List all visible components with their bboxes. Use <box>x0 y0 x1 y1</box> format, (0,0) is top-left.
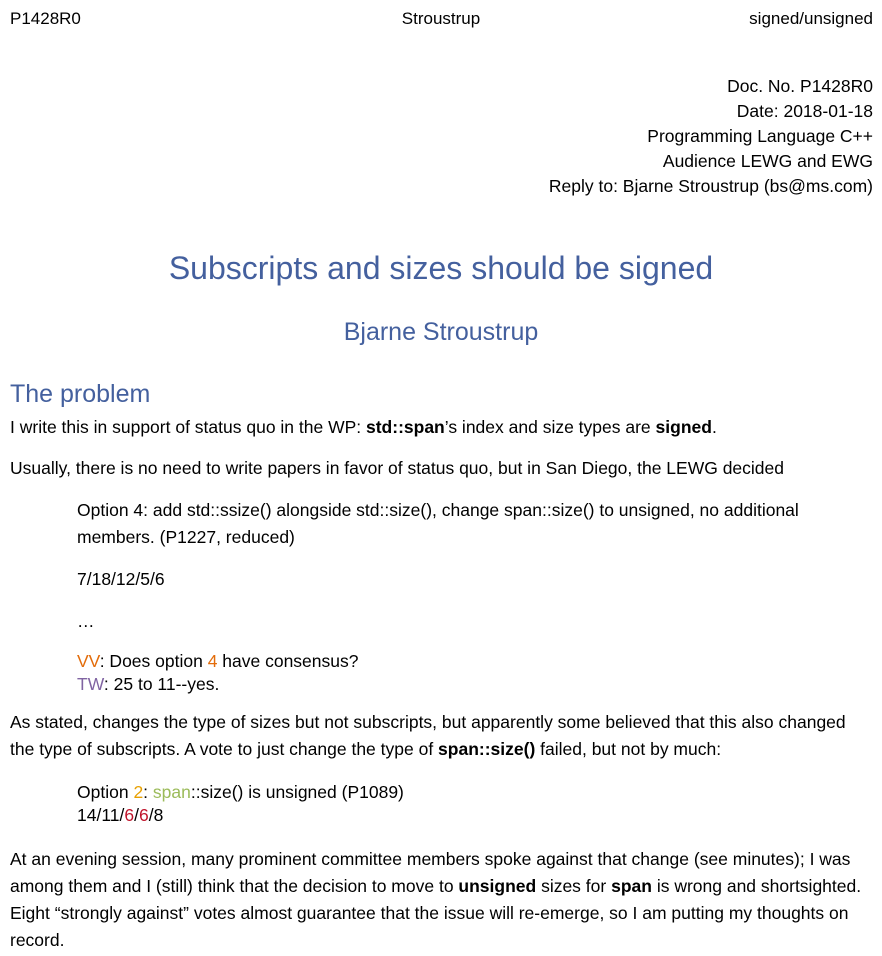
quote-vv-line <box>77 650 862 673</box>
header-topic: signed/unsigned <box>749 9 873 28</box>
doc-language: Programming Language C++ <box>647 126 873 146</box>
quote-option-4: Option 4: add std::ssize() alongside std::size(), change span::size() to unsigned, no additional members. (P1227, reduced) <box>77 500 799 547</box>
p1-bold: signed <box>655 417 712 437</box>
votes-a: 14/11/ <box>77 805 125 825</box>
opt2-number: 2 <box>133 782 144 802</box>
opt2-pre: Option <box>77 782 134 802</box>
page-title: Subscripts and sizes should be signed <box>168 250 714 286</box>
votes-sep: / <box>134 805 139 825</box>
paragraph-1 <box>10 414 873 441</box>
paragraph-2: Usually, there is no need to write papers in favor of status quo, but in San Diego, the LEWG decided <box>10 458 784 478</box>
p3-text-pre: As stated, changes the type of sizes but not subscripts, but apparently some believed that this also changed the type of subscripts. A vote to just change the type of <box>10 712 846 759</box>
tw-initials: TW <box>77 674 104 694</box>
p3-bold: span::size() <box>438 739 536 759</box>
doc-info-block <box>549 74 873 199</box>
vv-text-post: have consensus? <box>217 651 359 671</box>
header-doc-id: P1428R0 <box>10 9 81 28</box>
vv-text-pre: : Does option <box>99 651 208 671</box>
p1-code: std::span <box>366 417 445 437</box>
doc-number: Doc. No. P1428R0 <box>727 76 873 96</box>
quote-votes: 7/18/12/5/6 <box>77 569 165 589</box>
paragraph-4 <box>10 846 873 954</box>
opt2-span-word: span <box>152 782 191 802</box>
quote-option-2 <box>77 781 862 804</box>
quote-ellipsis: … <box>77 611 95 631</box>
header-author: Stroustrup <box>401 9 481 28</box>
doc-date: Date: 2018-01-18 <box>736 101 873 121</box>
p1-text-mid: ’s index and size types are <box>444 417 656 437</box>
p1-text-pre: I write this in support of status quo in the WP: <box>10 417 366 437</box>
doc-audience: Audience LEWG and EWG <box>662 151 873 171</box>
vv-initials: VV <box>77 651 100 671</box>
p1-text-post: . <box>711 417 717 437</box>
p4-text-mid: sizes for <box>536 876 612 896</box>
tw-text: : 25 to 11--yes. <box>103 674 220 694</box>
paragraph-3 <box>10 709 873 763</box>
p4-text-post: is wrong and shortsighted. Eight “strongly against” votes almost guarantee that the issue will re-emerge, so I am putting my thoughts on record. <box>10 876 862 950</box>
opt2-colon: : <box>143 782 153 802</box>
vv-option-number: 4 <box>207 651 218 671</box>
votes-d: /8 <box>148 805 164 825</box>
votes-b: 6 <box>124 805 135 825</box>
votes-c: 6 <box>138 805 149 825</box>
doc-reply-to: Reply to: Bjarne Stroustrup (bs@ms.com) <box>548 176 873 196</box>
p4-bold-unsigned: unsigned <box>458 876 537 896</box>
author-name: Bjarne Stroustrup <box>343 318 539 346</box>
p3-text-post: failed, but not by much: <box>535 739 722 759</box>
quote-option-2-votes <box>77 804 862 827</box>
section-heading: The problem <box>10 380 151 408</box>
p4-text-pre: At an evening session, many prominent committee members spoke against that change (see minutes); I was among them and I (still) think that the decision to move to <box>10 849 851 896</box>
opt2-post: ::size() is unsigned (P1089) <box>190 782 404 802</box>
quote-tw-line <box>77 673 862 696</box>
p4-bold-span: span <box>611 876 652 896</box>
